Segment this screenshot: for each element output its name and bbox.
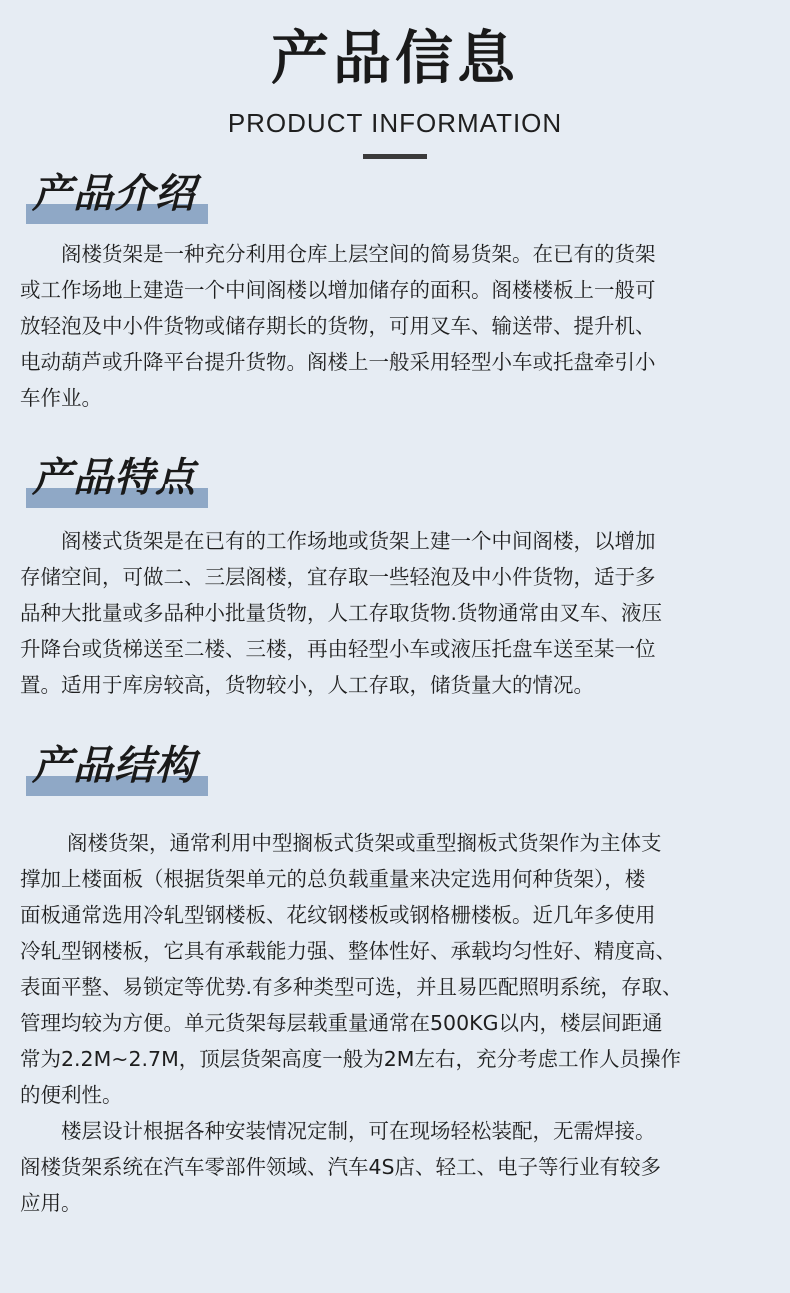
text-line: 撑加上楼面板（根据货架单元的总负载重量来决定选用何种货架），楼: [20, 867, 646, 891]
title-underline: [363, 154, 427, 159]
text-line: 电动葫芦或升降平台提升货物。阁楼上一般采用轻型小车或托盘牵引小: [20, 350, 656, 374]
text-line: 楼层设计根据各种安装情况定制，可在现场轻松装配，无需焊接。: [61, 1119, 656, 1143]
section-heading-text: 产品特点: [32, 455, 196, 501]
text-line: 或工作场地上建造一个中间阁楼以增加储存的面积。阁楼楼板上一般可: [20, 278, 656, 302]
section-heading-text: 产品结构: [32, 743, 196, 789]
text-line: 常为2.2M~2.7M，顶层货架高度一般为2M左右，充分考虑工作人员操作: [20, 1047, 681, 1071]
text-line: 品种大批量或多品种小批量货物，人工存取货物.货物通常由叉车、液压: [20, 601, 663, 625]
text-line: 阁楼货架，通常利用中型搁板式货架或重型搁板式货架作为主体支: [67, 831, 662, 855]
intro-paragraph: [20, 236, 780, 416]
text-line: 面板通常选用冷轧型钢楼板、花纹钢楼板或钢格栅楼板。近几年多使用: [20, 903, 656, 927]
features-paragraph: [20, 523, 780, 703]
structure-paragraph: [20, 825, 780, 1221]
text-line: 阁楼货架是一种充分利用仓库上层空间的简易货架。在已有的货架: [61, 242, 656, 266]
page-subtitle: PRODUCT INFORMATION: [227, 108, 563, 138]
text-line: 的便利性。: [20, 1083, 123, 1107]
text-line: 冷轧型钢楼板，它具有承载能力强、整体性好、承载均匀性好、精度高、: [20, 939, 676, 963]
text-line: 放轻泡及中小件货物或储存期长的货物，可用叉车、输送带、提升机、: [20, 314, 656, 338]
text-line: 阁楼货架系统在汽车零部件领域、汽车4S店、轻工、电子等行业有较多: [20, 1155, 662, 1179]
text-line: 置。适用于库房较高，货物较小，人工存取，储货量大的情况。: [20, 673, 594, 697]
text-line: 应用。: [20, 1191, 82, 1215]
text-line: 存储空间，可做二、三层阁楼，宜存取一些轻泡及中小件货物，适于多: [20, 565, 656, 589]
section-heading-intro: [26, 168, 216, 224]
text-line: 管理均较为方便。单元货架每层载重量通常在500KG以内，楼层间距通: [20, 1011, 663, 1035]
section-heading-structure: [26, 740, 216, 796]
page-title: 产品信息: [270, 24, 519, 92]
text-line: 表面平整、易锁定等优势.有多种类型可选，并且易匹配照明系统，存取、: [20, 975, 683, 999]
section-heading-features: [26, 452, 216, 508]
text-line: 阁楼式货架是在已有的工作场地或货架上建一个中间阁楼，以增加: [61, 529, 656, 553]
text-line: 车作业。: [20, 386, 102, 410]
text-line: 升降台或货梯送至二楼、三楼，再由轻型小车或液压托盘车送至某一位: [20, 637, 656, 661]
section-heading-text: 产品介绍: [32, 171, 196, 217]
